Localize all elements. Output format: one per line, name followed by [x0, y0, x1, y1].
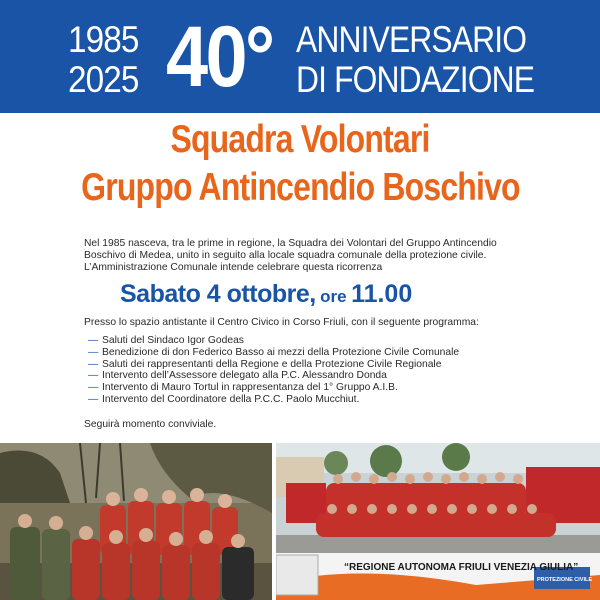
vehicle-badge: PROTEZIONE CIVILE — [537, 577, 593, 583]
program-list — [88, 335, 528, 406]
program-item: — Saluti dei rappresentanti della Regione e della Protezione Civile Regionale — [88, 358, 442, 370]
title-line-1: Squadra Volontari — [170, 118, 430, 161]
year-start: 1985 — [68, 19, 139, 60]
vehicle-lettering: “REGIONE AUTONOMA FRIULI VENEZIA GIULIA” — [344, 562, 579, 573]
closing-note: Seguirà momento conviviale. — [84, 419, 217, 430]
historic-group-photo — [0, 443, 272, 600]
program-item: — Benedizione di don Federico Basso ai mezzi della Protezione Civile Comunale — [88, 346, 460, 358]
dash-bullet: — — [88, 393, 99, 405]
dash-bullet: — — [88, 335, 99, 346]
anniversary-number: 40° — [166, 9, 273, 105]
intro-paragraph — [84, 238, 524, 274]
event-time: 11.00 — [351, 280, 413, 308]
header-banner — [0, 0, 600, 113]
year-end: 2025 — [68, 59, 139, 100]
program-item: — Intervento del Coordinatore della P.C.C. Paolo Mucchiut. — [88, 393, 360, 405]
dash-bullet: — — [88, 382, 99, 394]
intro-line-1: Nel 1985 nasceva, tra le prime in regione, la Squadra dei Volontari del Gruppo Antincendio — [84, 238, 497, 249]
program-item: — Intervento dell’Assessore delegato alla P.C. Alessandro Donda — [88, 370, 387, 382]
event-ore: ore — [320, 287, 347, 306]
modern-group-photo — [276, 443, 600, 600]
title-line-2: Gruppo Antincendio Boschivo — [80, 166, 520, 209]
event-place: Presso lo spazio antistante il Centro Civico in Corso Friuli, con il seguente programma: — [84, 317, 479, 328]
anniversary-label — [296, 20, 554, 100]
dash-bullet: — — [88, 370, 99, 382]
intro-line-3: L’Amministrazione Comunale intende celebrare questa ricorrenza — [84, 262, 383, 273]
event-date — [120, 280, 500, 309]
program-item: — Intervento di Mauro Tortul in rappresentanza del 1° Gruppo A.I.B. — [88, 382, 398, 394]
intro-line-2: Boschivo di Medea, unito in seguito alla locale squadra comunale della protezione civile. — [84, 250, 487, 261]
dash-bullet: — — [88, 346, 99, 358]
anniversary-line-1: ANNIVERSARIO — [296, 19, 527, 60]
dash-bullet: — — [88, 358, 99, 370]
years-block — [68, 20, 149, 100]
anniversary-line-2: DI FONDAZIONE — [296, 59, 535, 100]
event-day: Sabato 4 ottobre, — [120, 280, 316, 308]
program-item: — Saluti del Sindaco Igor Godeas — [88, 335, 244, 346]
